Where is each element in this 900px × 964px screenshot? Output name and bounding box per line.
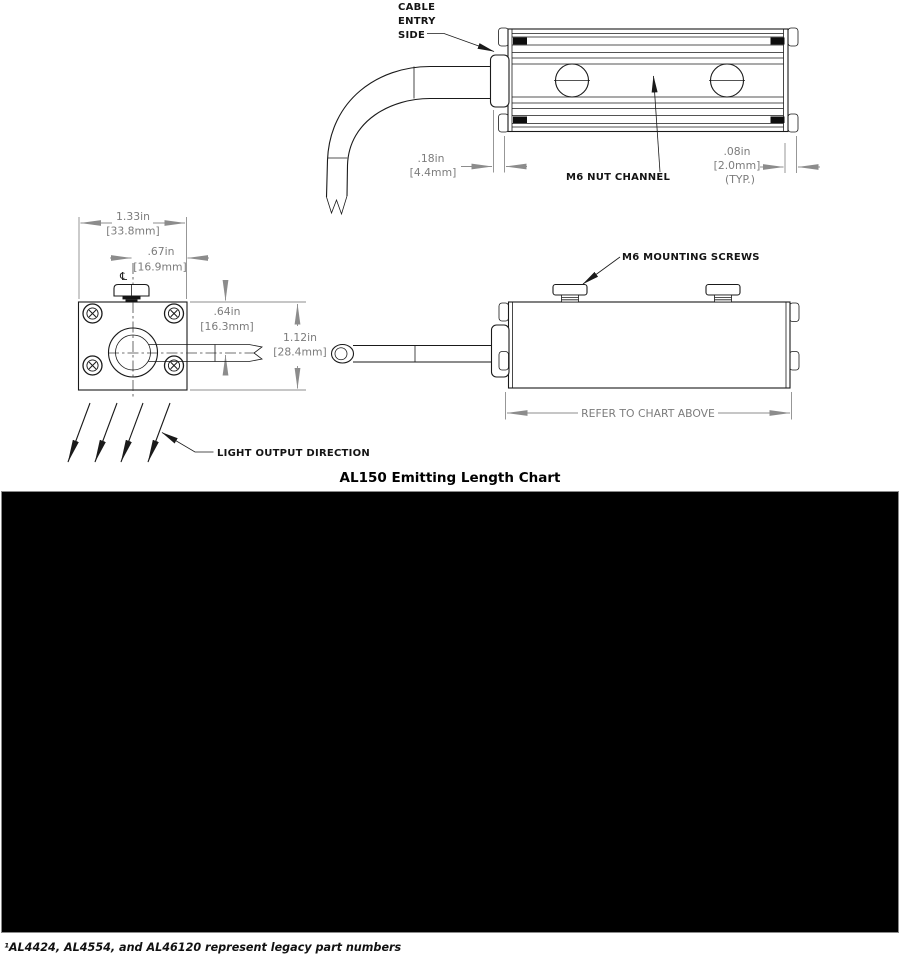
extrusion-body	[508, 29, 788, 132]
cable-entry-side-label: SIDE	[398, 30, 426, 41]
centerline-symbol: ℄	[120, 270, 128, 283]
mounting-screws-leader-arrow	[583, 257, 620, 284]
end-view	[68, 210, 370, 462]
dim-gland-gap-in: .18in	[417, 152, 445, 165]
dim-axis	[200, 281, 254, 374]
dim-axis-mm: [16.3mm]	[200, 320, 254, 333]
end-tab	[788, 114, 798, 132]
light-output-leader-arrow	[162, 433, 214, 453]
mounting-screw	[553, 285, 587, 303]
cable-gland	[491, 55, 510, 107]
dim-end-cap-mm: [2.0mm]	[713, 159, 761, 172]
dim-width-in: 1.33in	[116, 210, 150, 223]
dim-axis-in: .64in	[213, 305, 241, 318]
end-tab	[788, 28, 798, 46]
dim-length-ref	[506, 392, 792, 420]
redacted-chart-area	[1, 491, 899, 933]
nut-channel-label: M6 NUT CHANNEL	[566, 172, 671, 183]
dim-width-mm: [33.8mm]	[106, 224, 160, 238]
cable-break-symbol	[327, 196, 348, 214]
side-view	[332, 252, 800, 420]
dim-height-in: 1.12in	[283, 331, 317, 344]
cable	[327, 67, 491, 215]
cable-entry-side-label: ENTRY	[398, 16, 436, 27]
top-view	[327, 2, 821, 214]
light-output-label: LIGHT OUTPUT DIRECTION	[217, 448, 370, 459]
dim-gland-gap-mm: [4.4mm]	[409, 166, 457, 179]
cable-side-view	[332, 345, 492, 364]
dim-height-mm: [28.4mm]	[273, 345, 327, 359]
m6-screw-end-view	[114, 285, 149, 303]
length-ref-label: REFER TO CHART ABOVE	[581, 407, 715, 420]
end-tab	[499, 303, 509, 321]
end-tab	[790, 303, 800, 322]
end-tab	[790, 352, 800, 371]
end-tab	[499, 114, 509, 132]
dim-end-cap-in: .08in	[723, 145, 751, 158]
cable-entry-side-label: CABLE	[398, 2, 436, 13]
mounting-screws-label: M6 MOUNTING SCREWS	[622, 252, 760, 263]
technical-drawing	[0, 0, 900, 466]
chart-title: AL150 Emitting Length Chart	[339, 470, 561, 486]
dim-end-cap	[714, 136, 820, 186]
dim-center-mm: [16.9mm]	[133, 260, 187, 274]
light-output-arrows	[68, 403, 170, 462]
side-view-body	[509, 302, 791, 388]
legacy-part-numbers-footnote: ¹AL4424, AL4554, and AL46120 represent legacy part numbers	[4, 941, 402, 954]
end-tab	[499, 352, 509, 371]
mounting-screw	[706, 285, 740, 303]
dim-height	[273, 304, 327, 389]
dim-center-in: .67in	[147, 245, 175, 258]
end-tab	[499, 28, 509, 46]
dim-end-cap-note: (TYP.)	[725, 173, 755, 186]
cable-entry-leader-arrow	[427, 34, 494, 52]
